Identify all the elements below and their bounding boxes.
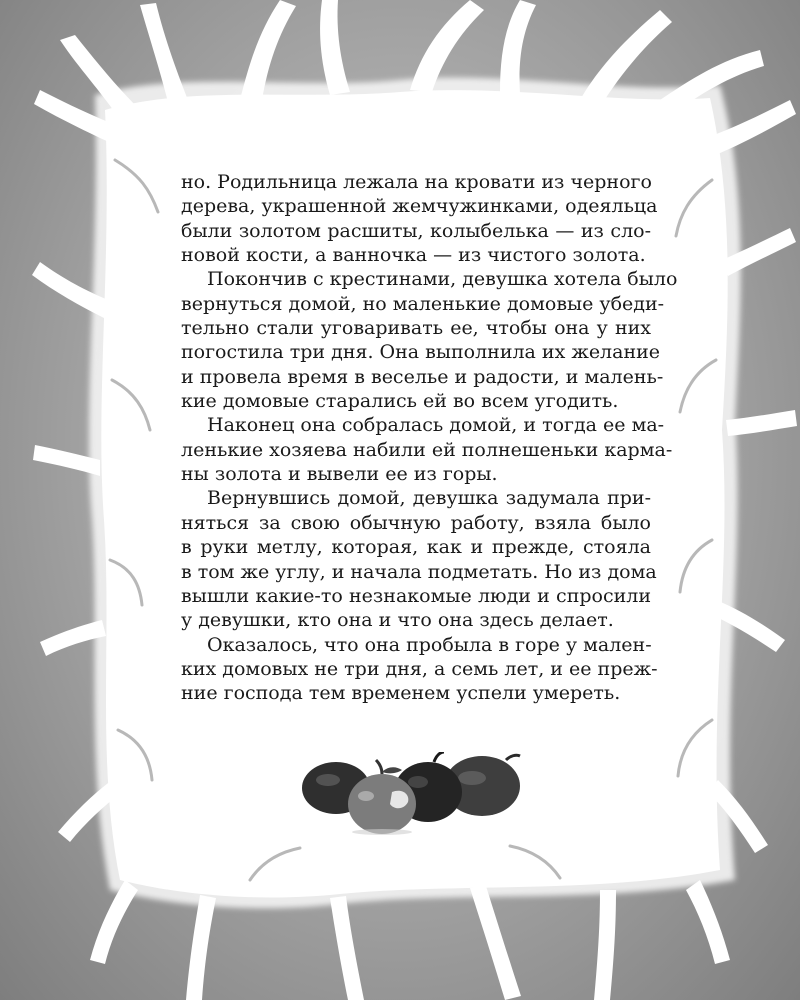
text-line: тельно стали уговаривать ее, чтобы она у них xyxy=(181,317,651,340)
text-line: но. Родильница лежала на кровати из черного xyxy=(181,171,652,193)
text-line: ны золота и вывели ее из горы. xyxy=(181,463,498,486)
text-line: вышли какие-то незнакомые люди и спросили xyxy=(181,584,651,607)
text-line: погостила три дня. Она выполнила их желание xyxy=(181,341,661,364)
text-line: Наконец она собралась домой, и тогда ее ма- xyxy=(207,414,665,437)
text-line: кие домовые старались ей во всем угодить. xyxy=(181,390,619,413)
text-line: вернуться домой, но маленькие домовые убеди- xyxy=(181,292,665,315)
text-line: Вернувшись домой, девушка задумала при- xyxy=(207,487,651,510)
text-line: ленькие хозяева набили ей полнешеньки карма- xyxy=(181,438,673,461)
text-line: Покончив с крестинами, девушка хотела было xyxy=(207,268,678,291)
text-line: Оказалось, что она пробыла в горе у мален- xyxy=(207,633,652,656)
text-line: ких домовых не три дня, а семь лет, и ее преж- xyxy=(181,657,658,680)
text-line: ние господа тем временем успели умереть. xyxy=(181,682,621,705)
apples-icon xyxy=(296,752,532,836)
text-line: были золотом расшиты, колыбелька — из сло- xyxy=(181,219,651,242)
text-line: в руки метлу, которая, как и прежде, стояла xyxy=(181,536,651,559)
text-line: няться за свою обычную работу, взяла было xyxy=(181,511,651,534)
text-line: у девушки, кто она и что она здесь делает. xyxy=(181,609,614,632)
text-line: дерева, украшенной жемчужинками, одеяльца xyxy=(181,195,658,218)
story-text xyxy=(181,170,678,706)
text-line: и провела время в веселье и радости, и малень- xyxy=(181,365,664,388)
text-line: новой кости, а ванночка — из чистого золота. xyxy=(181,244,646,267)
text-line: в том же углу, и начала подметать. Но из дома xyxy=(181,560,657,583)
